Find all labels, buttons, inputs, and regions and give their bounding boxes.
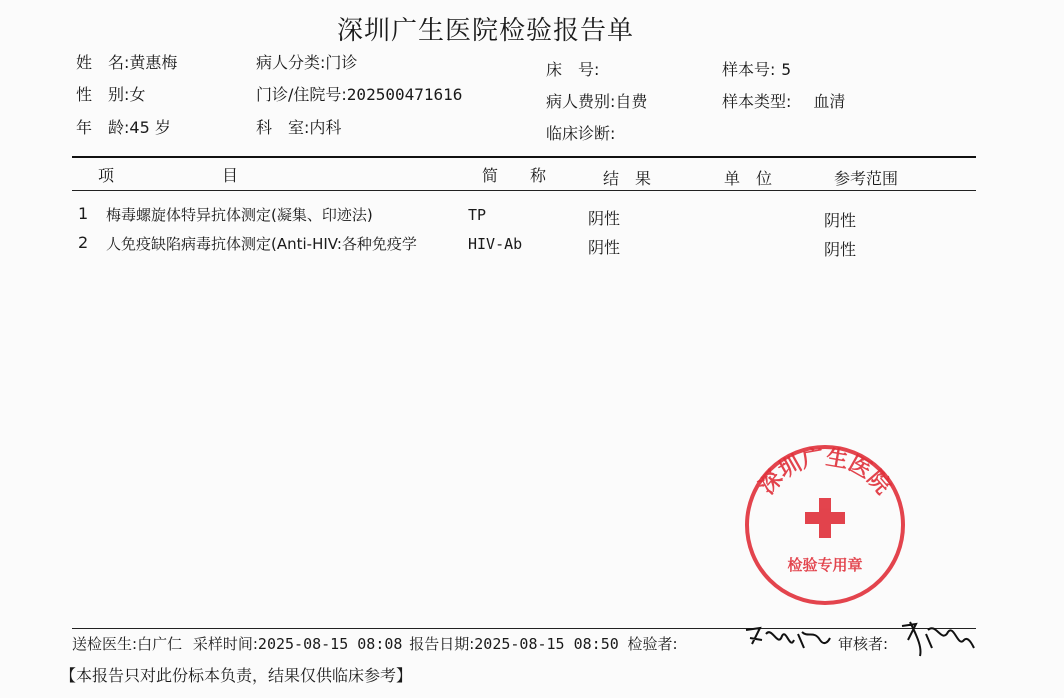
age-label: 年 龄:: [76, 118, 130, 137]
report-date-label: 报告日期:: [409, 635, 475, 653]
svg-text:深圳广生医院: [754, 444, 896, 499]
seal-subtext: 检验专用章: [787, 557, 863, 574]
col-header-ref: 参考范围: [834, 169, 899, 188]
name-label: 姓 名:: [76, 53, 130, 72]
footer-info: [72, 633, 678, 654]
row-abbr: TP: [468, 206, 487, 224]
table-header-rule: [72, 190, 976, 191]
bed-label: 床 号:: [546, 60, 600, 79]
hospital-seal: [740, 440, 910, 610]
dept-value: 内科: [309, 118, 342, 137]
age-value: 45 岁: [129, 118, 171, 137]
sample-time-value: 2025-08-15 08:08: [257, 635, 403, 653]
reviewer-field: [838, 633, 888, 654]
fee-label: 病人费别:: [546, 92, 616, 111]
name-value: 黄惠梅: [129, 53, 178, 72]
category-value: 门诊: [325, 53, 358, 72]
sample-type-value: 血清: [813, 92, 846, 111]
dept-label: 科 室:: [256, 118, 310, 137]
name-field: [76, 50, 177, 73]
doctor-value: 白广仁: [137, 635, 183, 653]
row-item: 梅毒螺旋体特异抗体测定(凝集、印迹法): [106, 206, 373, 224]
sample-time-label: 采样时间:: [192, 635, 258, 653]
outpatient-value: 202500471616: [346, 85, 463, 104]
col-header-result: 结 果: [603, 169, 652, 188]
sample-no-label: 样本号:: [722, 60, 776, 79]
diagnosis-field: [546, 121, 615, 144]
reviewer-label: 审核者:: [838, 635, 889, 653]
doctor-label: 送检医生:: [72, 635, 138, 653]
col-header-unit: 单 位: [724, 169, 773, 188]
seal-text: 深圳广生医院: [754, 444, 896, 499]
inspector-signature: [742, 620, 832, 662]
sample-type-field: [722, 89, 845, 112]
footer-rule: [72, 628, 976, 629]
col-header-abbr: 简 称: [482, 166, 547, 185]
row-result: 阴性: [588, 238, 621, 257]
report-date-value: 2025-08-15 08:50: [474, 635, 619, 653]
fee-field: [546, 89, 647, 112]
sample-no-field: [722, 57, 791, 80]
category-field: [256, 50, 357, 73]
gender-field: [76, 82, 145, 105]
diagnosis-label: 临床诊断:: [546, 124, 616, 143]
report-title: 深圳广生医院检验报告单: [337, 16, 635, 46]
fee-value: 自费: [615, 92, 648, 111]
gender-value: 女: [129, 85, 146, 104]
outpatient-label: 门诊/住院号:: [256, 85, 347, 104]
row-no: 2: [78, 233, 89, 252]
row-ref: 阴性: [824, 211, 857, 230]
col-header-item-2: 目: [222, 166, 239, 185]
outpatient-field: [256, 82, 462, 105]
sample-type-label: 样本类型:: [722, 92, 792, 111]
inspector-label: 检验者:: [627, 635, 678, 653]
age-field: [76, 115, 171, 138]
category-label: 病人分类:: [256, 53, 326, 72]
dept-field: [256, 115, 341, 138]
row-item: 人免疫缺陷病毒抗体测定(Anti-HIV:各种免疫学: [106, 235, 417, 253]
table-top-rule: [72, 156, 976, 158]
row-ref: 阴性: [824, 240, 857, 259]
sample-no-value: 5: [781, 60, 792, 79]
reviewer-signature: [896, 618, 976, 664]
row-result: 阴性: [588, 209, 621, 228]
gender-label: 性 别:: [76, 85, 130, 104]
footer-note: 【本报告只对此份标本负责，结果仅供临床参考】: [60, 666, 413, 685]
row-abbr: HIV-Ab: [468, 235, 523, 253]
col-header-item-1: 项: [98, 166, 115, 185]
row-no: 1: [78, 204, 89, 223]
bed-field: [546, 57, 599, 80]
